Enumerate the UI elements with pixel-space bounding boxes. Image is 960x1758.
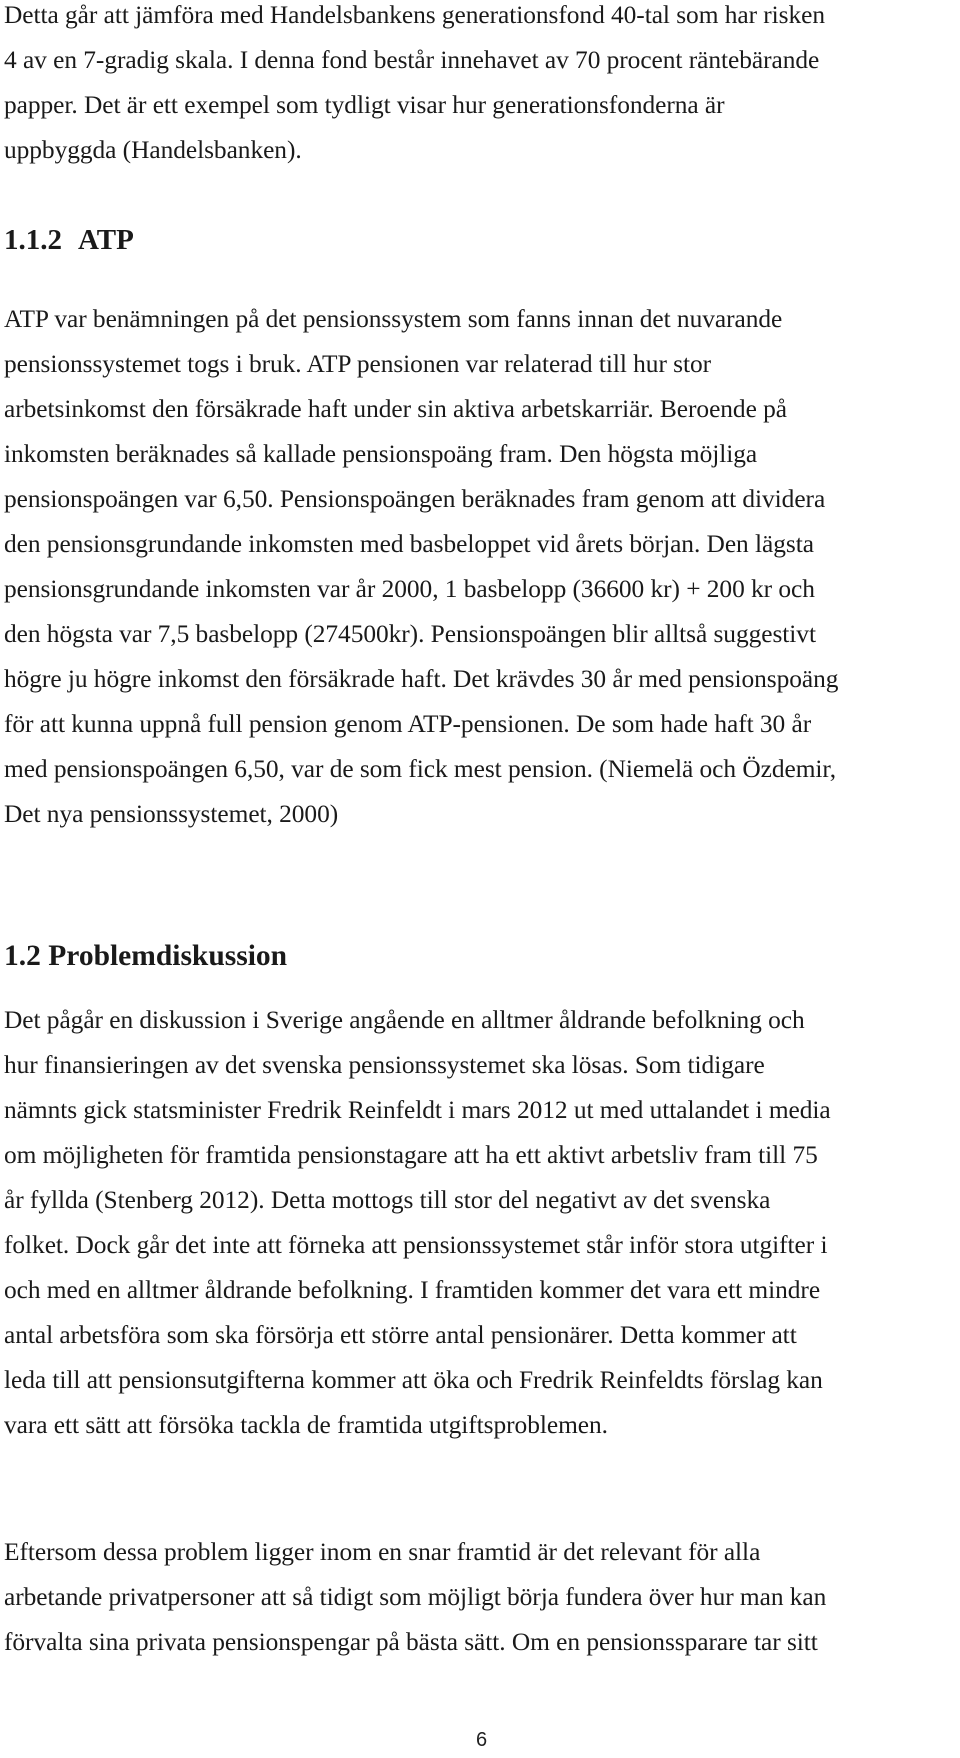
- section-title: ATP: [78, 224, 134, 256]
- text-line: med pensionspoängen 6,50, var de som fick mest pension. (Niemelä och Özdemir,: [4, 755, 837, 783]
- text-line: Detta går att jämföra med Handelsbankens generationsfond 40-tal som har risken: [4, 1, 826, 29]
- text-line: pensionssystemet togs i bruk. ATP pensionen var relaterad till hur stor: [4, 350, 712, 378]
- text-line: pensionspoängen var 6,50. Pensionspoängen beräknades fram genom att dividera: [4, 485, 826, 513]
- page-number: 6: [476, 1729, 488, 1751]
- text-line: folket. Dock går det inte att förneka att pensionssystemet står inför stora utgifter i: [4, 1231, 828, 1259]
- text-line: Det nya pensionssystemet, 2000): [4, 800, 339, 828]
- text-line: Det pågår en diskussion i Sverige angående en alltmer åldrande befolkning och: [4, 1006, 805, 1034]
- problem-paragraph-2: [4, 1530, 944, 1665]
- text-line: högre ju högre inkomst den försäkrade haft. Det krävdes 30 år med pensionspoäng: [4, 665, 839, 693]
- text-line: leda till att pensionsutgifterna kommer att öka och Fredrik Reinfeldts förslag kan: [4, 1366, 823, 1394]
- intro-paragraph: [4, 0, 944, 173]
- text-line: pensionsgrundande inkomsten var år 2000, 1 basbelopp (36600 kr) + 200 kr och: [4, 575, 815, 603]
- text-line: om möjligheten för framtida pensionstagare att ha ett aktivt arbetsliv fram till 75: [4, 1141, 818, 1169]
- text-line: förvalta sina privata pensionspengar på bästa sätt. Om en pensionssparare tar sitt: [4, 1628, 818, 1656]
- document-page: [4, 0, 952, 1758]
- text-line: papper. Det är ett exempel som tydligt visar hur generationsfonderna är: [4, 91, 725, 119]
- text-line: hur finansieringen av det svenska pensionssystemet ska lösas. Som tidigare: [4, 1051, 765, 1079]
- section-number: 1.1.2: [4, 224, 62, 256]
- text-line: den pensionsgrundande inkomsten med basbeloppet vid årets början. Den lägsta: [4, 530, 814, 558]
- text-line: arbetande privatpersoner att så tidigt som möjligt börja fundera över hur man kan: [4, 1583, 827, 1611]
- text-line: nämnts gick statsminister Fredrik Reinfeldt i mars 2012 ut med uttalandet i media: [4, 1096, 831, 1124]
- problem-paragraph-1: [4, 998, 944, 1448]
- text-line: Eftersom dessa problem ligger inom en snar framtid är det relevant för alla: [4, 1538, 761, 1566]
- text-line: vara ett sätt att försöka tackla de framtida utgiftsproblemen.: [4, 1411, 608, 1439]
- text-line: antal arbetsföra som ska försörja ett större antal pensionärer. Detta kommer att: [4, 1321, 797, 1349]
- text-line: uppbyggda (Handelsbanken).: [4, 136, 302, 164]
- text-line: år fyllda (Stenberg 2012). Detta mottogs till stor del negativt av det svenska: [4, 1186, 771, 1214]
- text-line: ATP var benämningen på det pensionssystem som fanns innan det nuvarande: [4, 305, 783, 333]
- text-line: för att kunna uppnå full pension genom ATP-pensionen. De som hade haft 30 år: [4, 710, 812, 738]
- text-line: den högsta var 7,5 basbelopp (274500kr). Pensionspoängen blir alltså suggestivt: [4, 620, 816, 648]
- atp-paragraph: [4, 297, 944, 837]
- text-line: och med en alltmer åldrande befolkning. I framtiden kommer det vara ett mindre: [4, 1276, 821, 1304]
- text-line: 4 av en 7-gradig skala. I denna fond består innehavet av 70 procent räntebärande: [4, 46, 820, 74]
- text-line: arbetsinkomst den försäkrade haft under sin aktiva arbetskarriär. Beroende på: [4, 395, 787, 423]
- section-heading-atp: [4, 222, 134, 258]
- section-heading-problemdiskussion: 1.2 Problemdiskussion: [4, 940, 288, 972]
- text-line: inkomsten beräknades så kallade pensionspoäng fram. Den högsta möjliga: [4, 440, 758, 468]
